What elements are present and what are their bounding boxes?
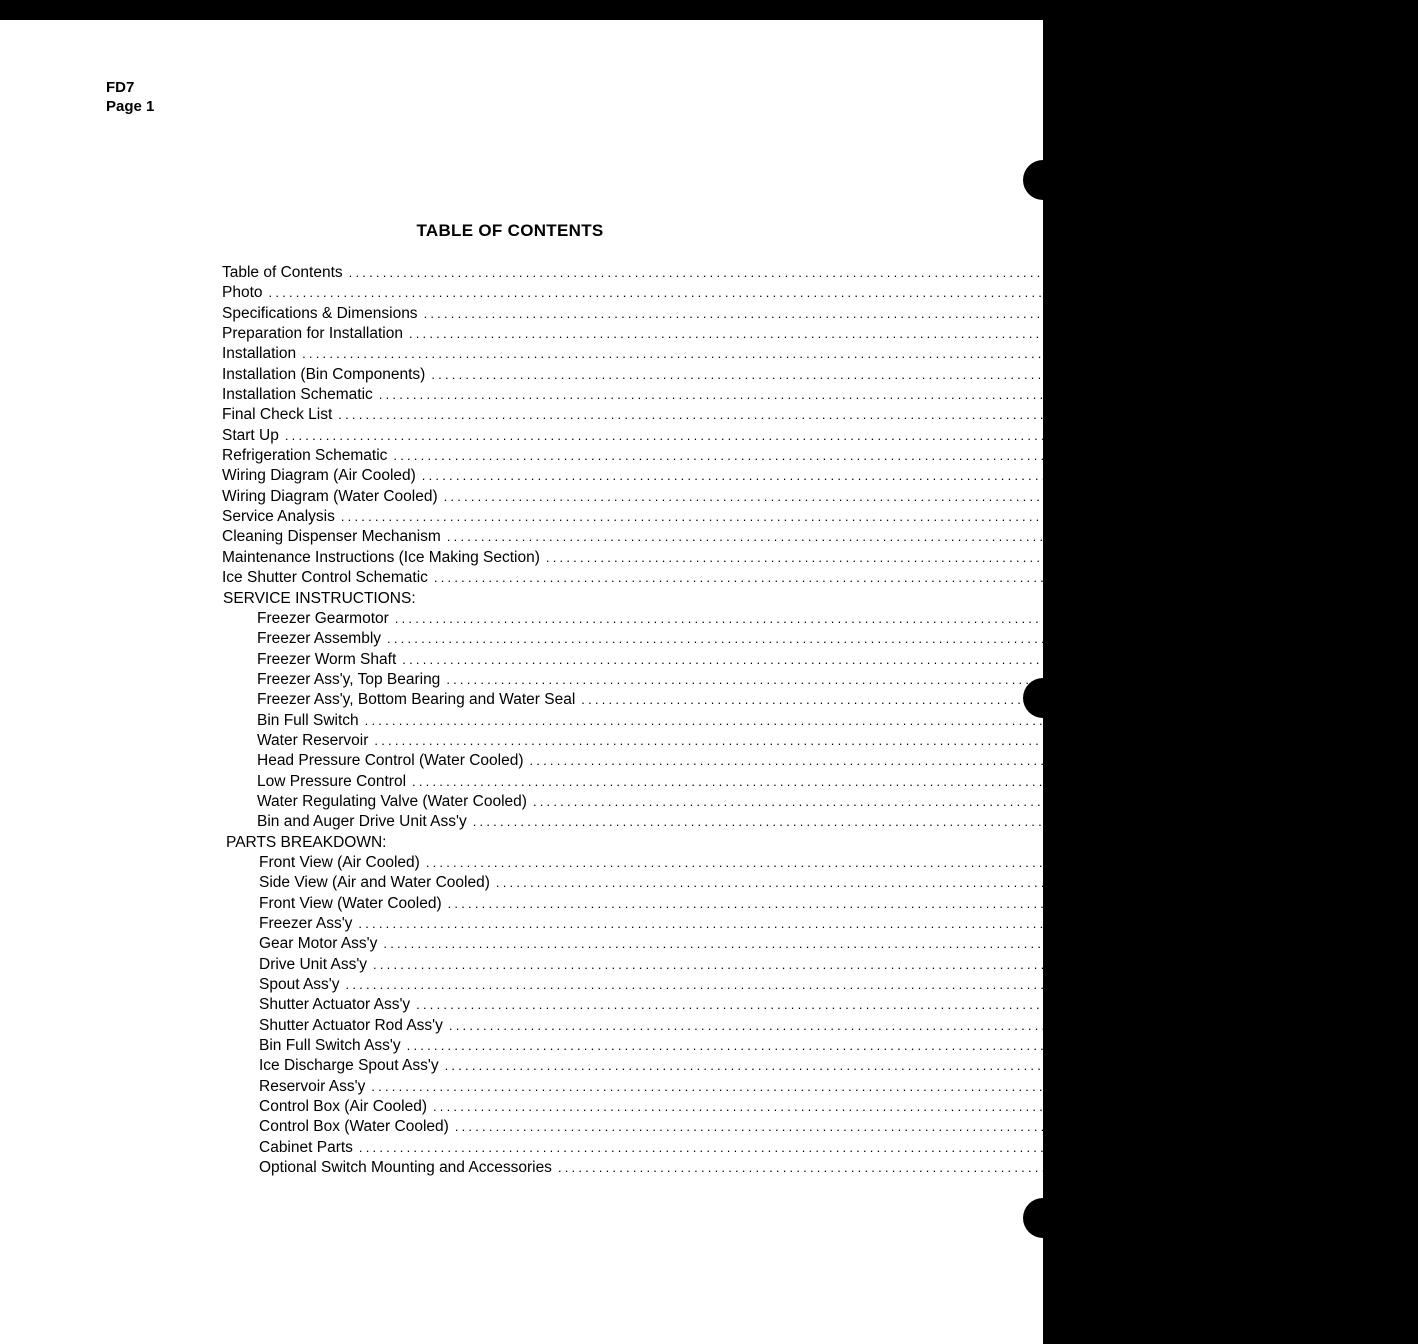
toc-entry-label: Service Analysis <box>222 508 335 526</box>
toc-entry <box>0 772 1249 792</box>
toc-entry <box>0 466 1259 486</box>
toc-entry-label: Control Box (Water Cooled) <box>259 1118 449 1136</box>
toc-entry-page: 5 <box>1121 345 1131 363</box>
toc-entry <box>0 914 1196 934</box>
toc-entry-label: Shutter Actuator Rod Ass'y <box>259 1016 443 1034</box>
toc-entry-label: Freezer Assembly <box>257 630 382 648</box>
dot-leader: ........................................................................................................................ <box>402 651 1220 667</box>
dot-leader: ........................................................................................................................ <box>532 793 1351 809</box>
toc-entry <box>0 1036 1244 1056</box>
toc-entry <box>0 995 1253 1015</box>
dot-leader: ........................................................................................................................ <box>345 977 1163 993</box>
dot-leader: ........................................................................................................................ <box>416 997 1234 1013</box>
toc-entry-page: 15 <box>1365 548 1383 566</box>
dot-leader: ........................................................................................................................ <box>425 854 1244 870</box>
toc-entry-page: 19 <box>1352 792 1370 810</box>
toc-entry-label: Bin Full Switch Ass'y <box>259 1037 401 1055</box>
toc-entry-page: 20 <box>1245 853 1263 871</box>
toc-entry <box>0 283 1097 303</box>
toc-entry-label: Freezer Ass'y, Top Bearing <box>257 670 441 688</box>
document-page <box>0 20 1418 1344</box>
toc-entry-page: 25 <box>1192 955 1210 973</box>
toc-entry-page: 7 <box>1198 386 1207 404</box>
punch-hole <box>1023 160 1063 200</box>
toc-entry <box>0 670 1283 690</box>
toc-entry-label: Reservoir Ass'y <box>259 1077 366 1095</box>
toc-entry-page: 27 <box>1235 996 1253 1014</box>
toc-entry <box>0 873 1333 893</box>
dot-leader: ........................................................................................................................ <box>443 488 1262 504</box>
dot-leader: ........................................................................................................................ <box>446 529 1265 545</box>
toc-entry-label: Freezer Gearmotor <box>257 609 389 627</box>
toc-entry <box>0 548 1383 568</box>
toc-entry <box>0 792 1370 812</box>
toc-entry-page: 32 <box>1274 1118 1292 1136</box>
toc-entry-page: 15 <box>1266 528 1284 546</box>
dot-leader: ........................................................................................................................ <box>378 387 1197 403</box>
toc-entry <box>0 650 1239 670</box>
toc-entry-page: 4 <box>1228 325 1237 343</box>
toc-entry <box>0 1158 1395 1178</box>
toc-entry-page: 8 <box>1104 426 1113 444</box>
toc-entry-page: 2 <box>1087 284 1097 302</box>
toc-entry <box>0 853 1263 873</box>
toc-entry-label: Shutter Actuator Ass'y <box>259 996 411 1014</box>
toc-entry-label: Ice Discharge Spout Ass'y <box>259 1057 439 1075</box>
toc-entry <box>0 487 1280 507</box>
toc-entry <box>0 1138 1196 1158</box>
toc-entry-page: 11 <box>1263 487 1280 505</box>
toc-entry-page: 21 <box>1315 874 1333 892</box>
dot-leader: ........................................................................................................................ <box>431 366 1249 382</box>
toc-entry-label: Control Box (Air Cooled) <box>259 1098 427 1116</box>
dot-leader: ........................................................................................................................ <box>433 570 1252 586</box>
toc-entry-page: 17 <box>1206 630 1224 648</box>
dot-leader: ........................................................................................................................ <box>284 427 1103 443</box>
toc-entry <box>0 751 1367 771</box>
dot-leader: ........................................................................................................................ <box>581 692 1399 708</box>
dot-leader: ........................................................................................................................ <box>557 1160 1376 1176</box>
page-number-label: Page 1 <box>106 98 155 115</box>
dot-leader: ........................................................................................................................ <box>448 1017 1267 1033</box>
toc-entry <box>0 609 1232 629</box>
dot-leader: ........................................................................................................................ <box>444 1058 1262 1074</box>
toc-entry-label: Photo <box>222 284 263 302</box>
toc-entry-page: 33 <box>1178 1138 1196 1156</box>
dot-leader: ........................................................................................................................ <box>472 814 1291 830</box>
toc-entry <box>0 568 1271 588</box>
toc-entry <box>0 304 1252 324</box>
toc-entry-label: Front View (Water Cooled) <box>259 894 442 912</box>
dot-leader: ........................................................................................................................ <box>393 448 1211 464</box>
toc-entry <box>0 894 1285 914</box>
toc-entry-label: Freezer Ass'y <box>259 915 353 932</box>
dot-leader: ........................................................................................................................ <box>446 671 1264 687</box>
toc-entry-label: Low Pressure Control <box>257 772 407 790</box>
toc-entry-page: 17 <box>1221 650 1239 668</box>
toc-entry-page: 18 <box>1184 711 1202 729</box>
dot-leader: ........................................................................................................................ <box>364 712 1183 728</box>
toc-entry-label: Cleaning Dispenser Mechanism <box>222 528 441 546</box>
toc-entry-label: Gear Motor Ass'y <box>259 935 378 953</box>
toc-entry-label: Head Pressure Control (Water Cooled) <box>257 752 524 770</box>
toc-entry-label: Drive Unit Ass'y <box>259 955 368 973</box>
toc-entry-page: 34 <box>1377 1159 1395 1177</box>
toc-entry <box>0 934 1221 954</box>
dot-leader: ........................................................................................................................ <box>387 631 1205 647</box>
toc-entry-page: 9 <box>1212 447 1222 465</box>
toc-entry <box>0 711 1202 731</box>
toc-entry-page: 29 <box>1264 1057 1282 1075</box>
toc-entry-label: Side View (Air and Water Cooled) <box>259 874 490 892</box>
dot-leader: ........................................................................................................................ <box>340 509 1159 525</box>
dot-leader: ........................................................................................................................ <box>529 753 1347 769</box>
toc-entry-label: Freezer Worm Shaft <box>257 650 397 668</box>
toc-entry-page: 19 <box>1348 752 1367 770</box>
toc-entry-label: Cabinet Parts <box>259 1138 353 1156</box>
toc-entry <box>0 955 1210 975</box>
dot-leader: ........................................................................................................................ <box>358 1139 1177 1155</box>
dot-leader: ........................................................................................................................ <box>358 916 1176 931</box>
toc-entry-page: 17 <box>1265 670 1283 688</box>
toc-entry <box>0 263 1177 283</box>
toc-entry-page: 30 <box>1190 1077 1208 1095</box>
dot-leader: ........................................................................................................................ <box>394 610 1213 626</box>
toc-entry-page: 16 <box>1253 569 1271 587</box>
toc-entry-page: 10 <box>1241 467 1259 485</box>
dot-leader: ........................................................................................................................ <box>348 265 1167 280</box>
dot-leader: ........................................................................................................................ <box>406 1038 1225 1054</box>
toc-entry-page: 23 <box>1177 915 1196 932</box>
toc-entry-page: 19 <box>1231 772 1249 790</box>
dot-leader: ........................................................................................................................ <box>373 956 1191 972</box>
toc-entry <box>0 527 1284 547</box>
toc-entry-page: 28 <box>1226 1037 1244 1055</box>
toc-entry-label: Wiring Diagram (Air Cooled) <box>222 467 416 485</box>
toc-entry-label: Wiring Diagram (Water Cooled) <box>222 487 438 505</box>
toc-entry <box>0 1077 1208 1097</box>
toc-entry-page: 26 <box>1164 976 1183 994</box>
toc-entry-page: 24 <box>1202 935 1221 953</box>
toc-entry <box>0 385 1207 405</box>
toc-entry-page: 31 <box>1252 1098 1270 1116</box>
dot-leader: ........................................................................................................................ <box>447 895 1266 911</box>
toc-entry <box>0 507 1200 527</box>
toc-entry <box>0 731 1212 751</box>
toc-entry <box>0 405 1167 425</box>
toc-entry <box>0 365 1260 385</box>
toc-entry-label: Preparation for Installation <box>222 325 403 343</box>
toc-title: TABLE OF CONTENTS <box>416 221 604 240</box>
toc-entry-label: Final Check List <box>222 406 333 424</box>
toc-entry-page: 19 <box>1292 813 1310 831</box>
toc-entry-label: Optional Switch Mounting and Accessories <box>259 1159 552 1177</box>
dot-leader: ........................................................................................................................ <box>423 305 1241 321</box>
toc-entry-label: Front View (Air Cooled) <box>259 853 420 871</box>
dot-leader: ........................................................................................................................ <box>374 732 1192 748</box>
toc-entry <box>0 975 1183 995</box>
toc-entry-label: Table of Contents <box>222 264 343 281</box>
toc-entry <box>0 629 1224 649</box>
toc-entry <box>0 1117 1292 1137</box>
dot-leader: ........................................................................................................................ <box>383 936 1201 952</box>
toc-entry-label: Spout Ass'y <box>259 976 340 994</box>
dot-leader: ........................................................................................................................ <box>454 1119 1273 1135</box>
table-of-contents <box>0 263 1418 1178</box>
dot-leader: ........................................................................................................................ <box>545 549 1364 565</box>
toc-entry-page: 6 <box>1250 365 1260 383</box>
toc-entry-label: Start Up <box>222 426 279 444</box>
toc-entry-label: Installation (Bin Components) <box>222 365 426 383</box>
dot-leader: ........................................................................................................................ <box>338 407 1156 423</box>
toc-entry-label: Refrigeration Schematic <box>222 447 388 465</box>
toc-entry-page: 22 <box>1267 894 1285 912</box>
toc-entry <box>0 324 1237 344</box>
dot-leader: ........................................................................................................................ <box>432 1099 1251 1115</box>
toc-entry-page: 12-14 <box>1160 508 1200 526</box>
toc-entry-page: 1 <box>1168 264 1177 281</box>
toc-entry-label: Freezer Ass'y, Bottom Bearing and Water Seal <box>257 691 576 709</box>
toc-section-heading <box>0 833 1043 853</box>
toc-entry-page: 3 <box>1242 304 1252 322</box>
dot-leader: ........................................................................................................................ <box>421 468 1240 484</box>
toc-entry <box>0 1016 1286 1036</box>
toc-entry-label: Maintenance Instructions (Ice Making Section) <box>222 548 540 566</box>
toc-entry-label: Specifications & Dimensions <box>222 304 418 322</box>
toc-entry-page: 18 <box>1400 691 1418 709</box>
toc-entry-page: 28 <box>1268 1016 1286 1034</box>
toc-heading-label: PARTS BREAKDOWN: <box>226 833 387 851</box>
toc-entry <box>0 446 1222 466</box>
toc-section-heading <box>0 589 1043 609</box>
toc-entry-label: Installation <box>222 345 297 363</box>
toc-entry <box>0 812 1310 832</box>
dot-leader: ........................................................................................................................ <box>412 773 1230 789</box>
toc-entry-label: Water Regulating Valve (Water Cooled) <box>257 792 527 810</box>
dot-leader: ........................................................................................................................ <box>371 1078 1189 1094</box>
toc-entry <box>0 344 1131 364</box>
dot-leader: ........................................................................................................................ <box>408 326 1227 342</box>
toc-entry-label: Ice Shutter Control Schematic <box>222 569 428 587</box>
toc-entry <box>0 1097 1270 1117</box>
dot-leader: ........................................................................................................................ <box>495 875 1314 891</box>
toc-entry <box>0 690 1418 710</box>
toc-entry-label: Bin Full Switch <box>257 711 359 729</box>
dot-leader: ........................................................................................................................ <box>302 346 1120 362</box>
toc-entry-page: 8 <box>1157 406 1167 424</box>
toc-entry-label: Bin and Auger Drive Unit Ass'y <box>257 813 467 831</box>
dot-leader: ........................................................................................................................ <box>268 285 1086 301</box>
toc-entry-page: 18 <box>1193 731 1212 749</box>
toc-entry-label: Installation Schematic <box>222 386 373 404</box>
toc-entry <box>0 1056 1282 1076</box>
toc-heading-label: SERVICE INSTRUCTIONS: <box>223 589 416 607</box>
punch-hole <box>1023 1198 1063 1238</box>
toc-entry-label: Water Reservoir <box>257 731 369 749</box>
toc-entry <box>0 426 1113 446</box>
document-code: FD7 <box>106 79 135 96</box>
toc-entry-page: 17 <box>1214 609 1232 627</box>
